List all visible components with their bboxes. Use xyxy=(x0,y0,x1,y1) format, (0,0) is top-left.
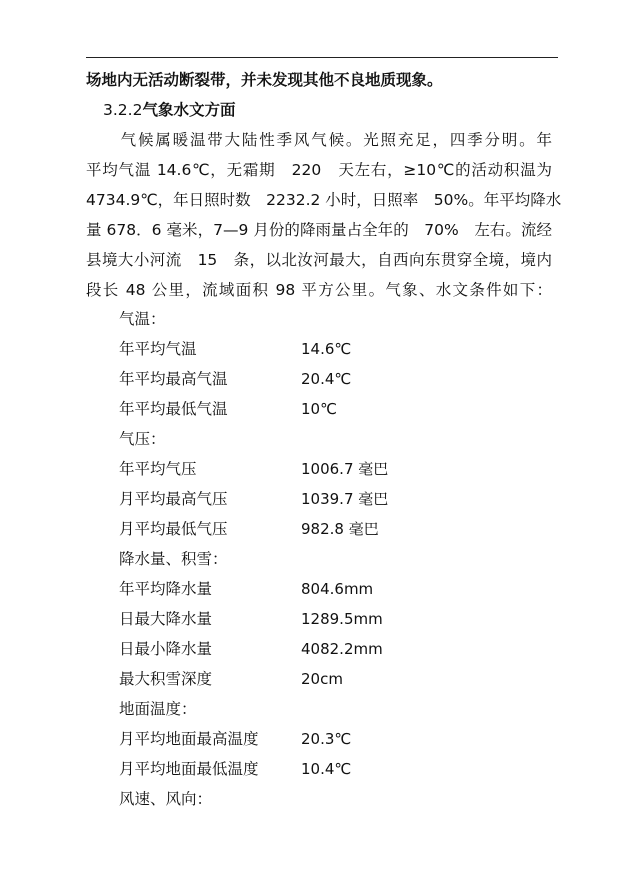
intro-line: 场地内无活动断裂带，并未发现其他不良地质现象。 xyxy=(86,71,443,89)
row-value: 14.6℃ xyxy=(301,340,352,358)
row-value: 1006.7 毫巴 xyxy=(301,460,389,478)
paragraph-line-text: 县境大小河流 15 条，以北汝河最大，自西向东贯穿全境，境内 xyxy=(86,251,552,269)
group-title-ground-temperature: 地面温度： xyxy=(119,700,197,718)
row-label: 年平均最低气温 xyxy=(119,400,228,418)
row-label: 月平均最低气压 xyxy=(119,520,228,538)
row-value: 20.3℃ xyxy=(301,730,352,748)
row-value: 10.4℃ xyxy=(301,760,352,778)
paragraph-line xyxy=(86,130,552,150)
section-heading xyxy=(103,100,235,120)
paragraph-line xyxy=(86,220,552,240)
row-value: 10℃ xyxy=(301,400,337,418)
group-title-temperature: 气温： xyxy=(119,310,166,328)
row-label: 年平均气温 xyxy=(119,340,197,358)
paragraph-line-text: 量 678．6 毫米，7—9 月份的降雨量占全年的 70% 左右。流经 xyxy=(86,221,552,239)
paragraph-line-text: 气候属暖温带大陆性季风气候。光照充足，四季分明。年 xyxy=(86,131,552,149)
row-label: 月平均地面最低温度 xyxy=(119,760,259,778)
paragraph-line-text: 段长 48 公里，流域面积 98 平方公里。气象、水文条件如下： xyxy=(86,281,552,299)
paragraph-line-text: 4734.9℃，年日照时数 2232.2 小时，日照率 50%。年平均降水 xyxy=(86,191,562,209)
section-title: 气象水文方面 xyxy=(142,101,236,119)
group-title-precipitation: 降水量、积雪： xyxy=(119,550,228,568)
row-label: 月平均最高气压 xyxy=(119,490,228,508)
group-title-pressure: 气压： xyxy=(119,430,166,448)
group-title-wind: 风速、风向： xyxy=(119,790,213,808)
row-label: 最大积雪深度 xyxy=(119,670,213,688)
row-value: 20cm xyxy=(301,670,343,688)
section-number: 3.2.2 xyxy=(103,101,143,119)
row-label: 年平均气压 xyxy=(119,460,197,478)
row-label: 日最小降水量 xyxy=(119,640,213,658)
paragraph-line-text: 平均气温 14.6℃，无霜期 220 天左右，≥10℃的活动积温为 xyxy=(86,161,552,179)
row-value: 804.6mm xyxy=(301,580,374,598)
paragraph-line xyxy=(86,250,552,270)
row-value: 4082.2mm xyxy=(301,640,383,658)
paragraph-line xyxy=(86,160,552,180)
row-label: 年平均最高气温 xyxy=(119,370,228,388)
row-value: 20.4℃ xyxy=(301,370,352,388)
row-value: 982.8 毫巴 xyxy=(301,520,379,538)
row-label: 月平均地面最高温度 xyxy=(119,730,259,748)
paragraph-line xyxy=(86,280,552,300)
row-value: 1289.5mm xyxy=(301,610,383,628)
header-rule xyxy=(86,57,558,58)
row-label: 日最大降水量 xyxy=(119,610,213,628)
paragraph-line xyxy=(86,190,562,210)
row-value: 1039.7 毫巴 xyxy=(301,490,389,508)
row-label: 年平均降水量 xyxy=(119,580,213,598)
